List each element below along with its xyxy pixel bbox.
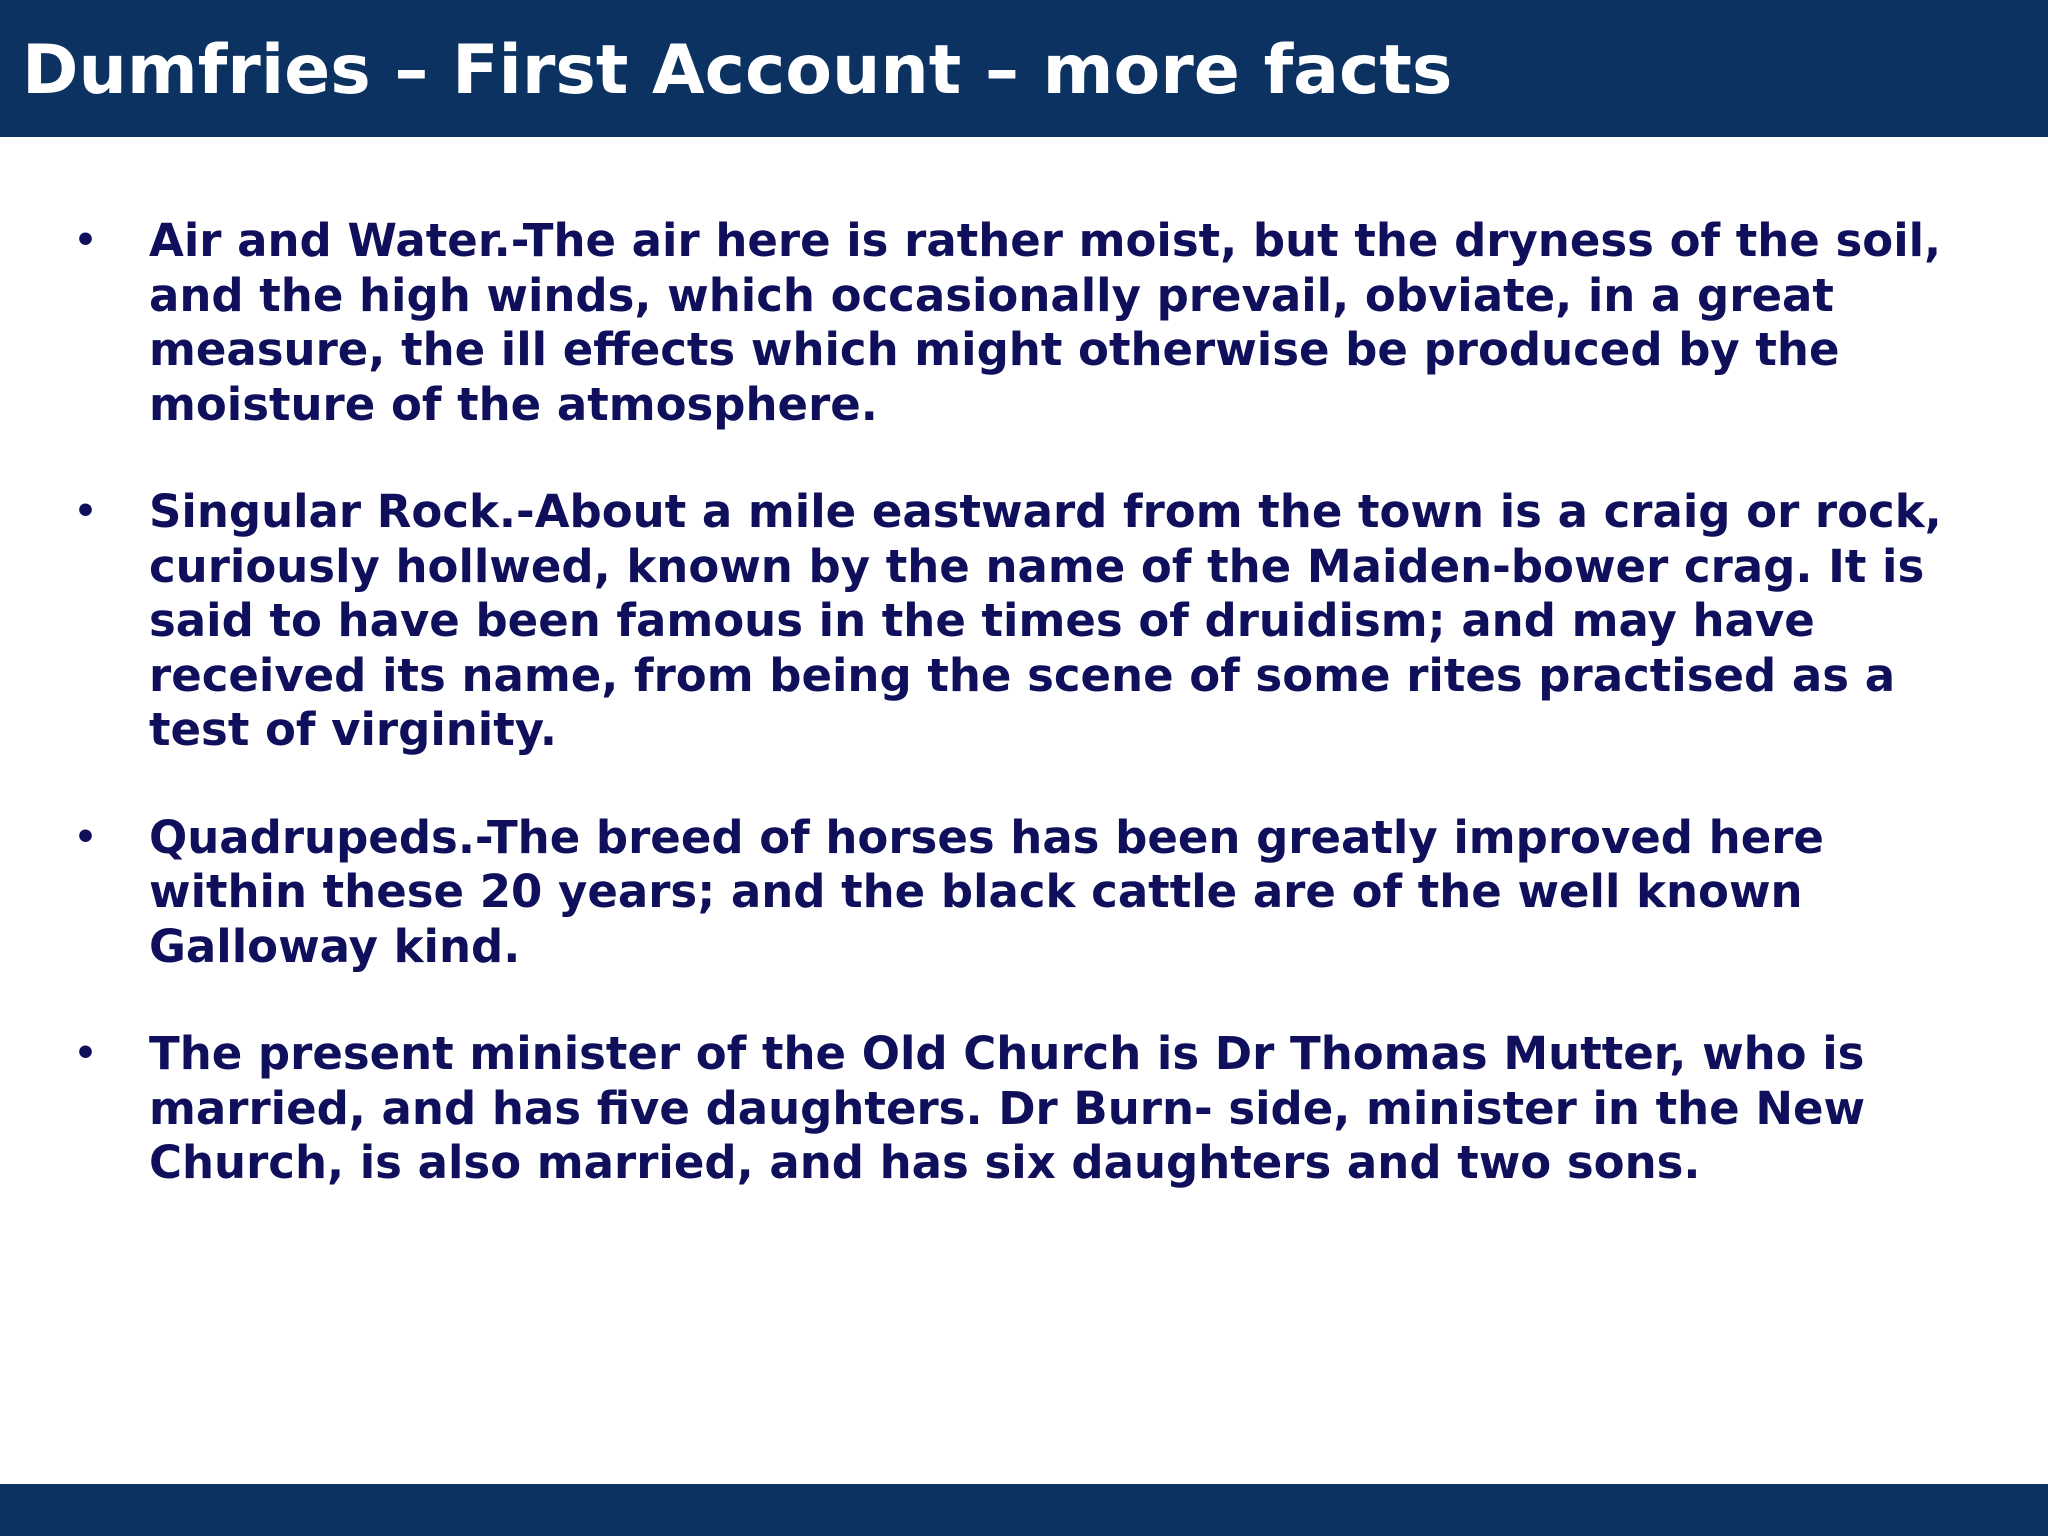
bullet-list [0, 214, 2048, 1244]
bullet-dot: • [74, 1033, 98, 1074]
bullet-item-ministers [0, 1027, 2048, 1191]
bullet-item-singular-rock [0, 485, 2048, 758]
slide-title: Dumfries – First Account – more facts [22, 31, 1453, 110]
bullet-text: The present minister of the Old Church is Dr Thomas Mutter, who is married, and has five daughters. Dr Burn- side, minister in the New Church, is also married, and has six daughters and two sons. [149, 1027, 1866, 1189]
title-bar [0, 0, 2048, 137]
bullet-dot: • [74, 220, 98, 261]
bullet-text: Quadrupeds.-The breed of horses has been greatly improved here within these 20 years; and the black cattle are of the well known Galloway kind. [149, 810, 1824, 973]
bullet-dot: • [74, 816, 98, 858]
footer-bar [0, 1484, 2048, 1536]
bullet-item-quadrupeds [0, 811, 2048, 975]
bullet-item-air-and-water [0, 214, 2048, 432]
bullet-text: Singular Rock.-About a mile eastward from the town is a craig or rock, curiously hollwed, known by the name of the Maiden-bower crag. It is said to have been famous in the times of druidism; and may have received its name, from being the scene of some rites practised as a test of virginity. [149, 485, 1942, 756]
bullet-dot: • [74, 491, 98, 532]
bullet-text: Air and Water.-The air here is rather moist, but the dryness of the soil, and the high winds, which occasionally prevail, obviate, in a great measure, the ill effects which might otherwise be produced by the moisture of the atmosphere. [149, 214, 1942, 431]
